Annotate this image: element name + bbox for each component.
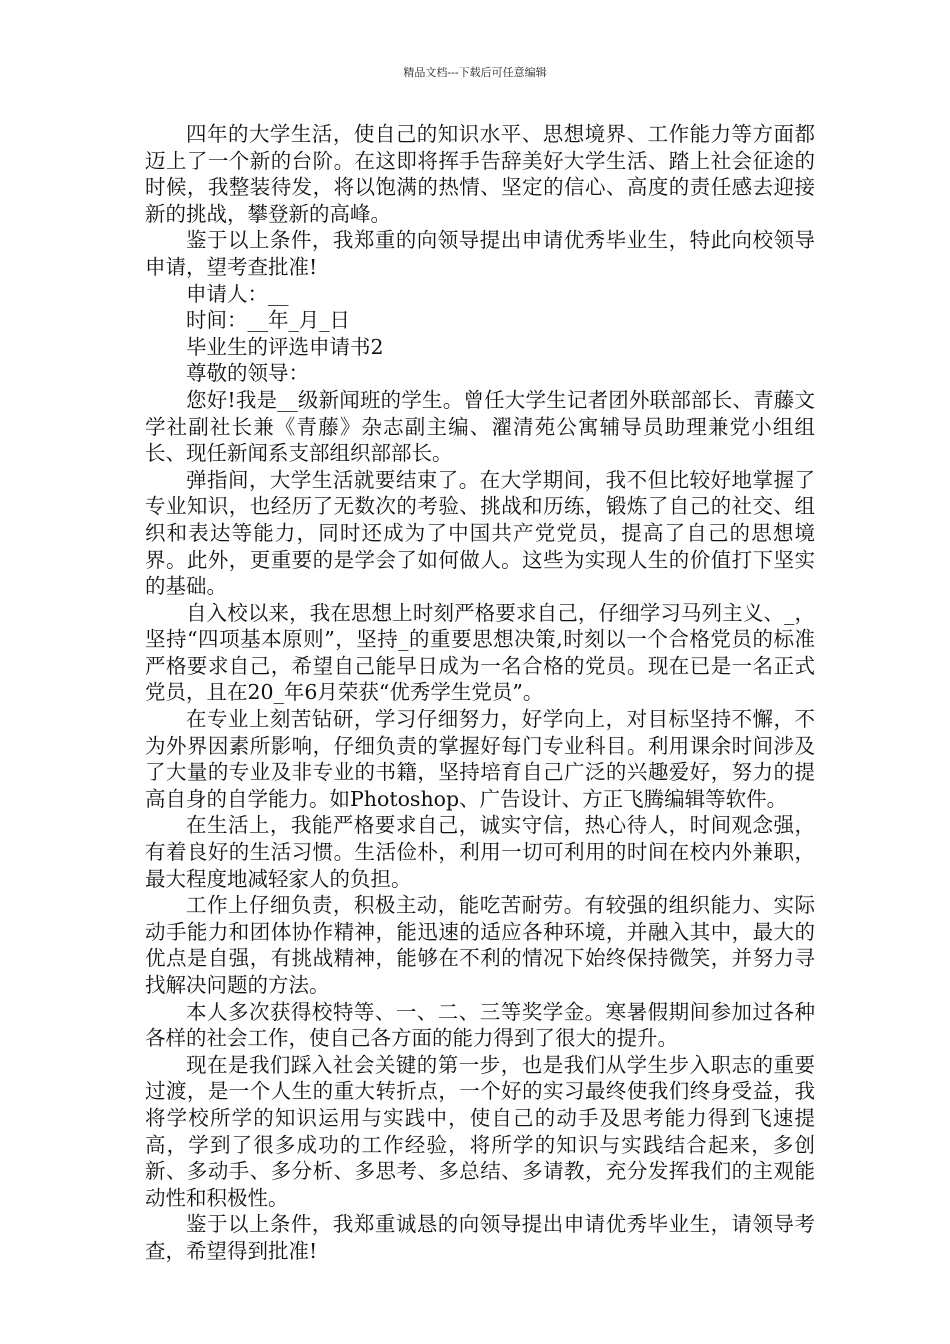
paragraph-university-life: 弹指间，大学生活就要结束了。在大学期间，我不但比较好地掌握了专业知识，也经历了无数次的考验、挑战和历练，锻炼了自己的社交、组织和表达等能力，同时还成为了中国共产党党员，提高了自己的思想境界。此外，更重要的是学会了如何做人。这些为实现人生的价值打下坚实的基础。 <box>145 467 815 599</box>
page-header: 精品文档---下载后可任意编辑 <box>403 66 547 79</box>
paragraph-greeting: 您好!我是__级新闻班的学生。曾任大学生记者团外联部部长、青藤文学社副社长兼《青藤》杂志副主编、濯清苑公寓辅导员助理兼党小组组长、现任新闻系支部组织部部长。 <box>145 387 815 466</box>
date-line: 时间：__年_月_日 <box>186 308 350 333</box>
paragraph-request-2: 鉴于以上条件，我郑重诚恳的向领导提出申请优秀毕业生，请领导考查，希望得到批准! <box>145 1212 815 1263</box>
paragraph-life: 在生活上，我能严格要求自己，诚实守信，热心待人，时间观念强，有着良好的生活习惯。生活俭朴，利用一切可利用的时间在校内外兼职，最大程度地减轻家人的负担。 <box>145 813 815 891</box>
document-body <box>145 121 815 1265</box>
applicant-line: 申请人：__ <box>186 281 289 306</box>
paragraph-ideology: 自入校以来，我在思想上时刻严格要求自己，仔细学习马列主义、_，坚持“四项基本原则”，坚持_的重要思想决策,时刻以一个合格党员的标准严格要求自己，希望自己能早日成为一名合格的党员。现在已是一名正式党员，且在20_年6月荣获“优秀学生党员”。 <box>145 600 815 705</box>
paragraph-study: 在专业上刻苦钻研，学习仔细努力，好学向上，对目标坚持不懈，不为外界因素所影响，仔细负责的掌握好每门专业科目。利用课余时间涉及了大量的专业及非专业的书籍，坚持培育自己广泛的兴趣爱好，努力的提高自身的自学能力。如Photoshop、广告设计、方正飞腾编辑等软件。 <box>145 707 815 811</box>
paragraph-work: 工作上仔细负责，积极主动，能吃苦耐劳。有较强的组织能力、实际动手能力和团体协作精神，能迅速的适应各种环境，并融入其中，最大的优点是自强，有挑战精神，能够在不利的情况下始终保持微笑，并努力寻找解决问题的方法。 <box>145 893 815 997</box>
paragraph-request-1: 鉴于以上条件，我郑重的向领导提出申请优秀毕业生，特此向校领导申请，望考查批准! <box>145 228 815 279</box>
salutation: 尊敬的领导： <box>186 361 309 386</box>
paragraph-intro: 四年的大学生活，使自己的知识水平、思想境界、工作能力等方面都迈上了一个新的台阶。在这即将挥手告辞美好大学生活、踏上社会征途的时候，我整装待发，将以饱满的热情、坚定的信心、高度的责任感去迎接新的挑战，攀登新的高峰。 <box>145 122 815 226</box>
paragraph-awards: 本人多次获得校特等、一、二、三等奖学金。寒暑假期间参加过各种各样的社会工作，使自己各方面的能力得到了很大的提升。 <box>145 999 815 1051</box>
section-title: 毕业生的评选申请书2 <box>186 334 384 359</box>
paragraph-future: 现在是我们踩入社会关键的第一步，也是我们从学生步入职志的重要过渡，是一个人生的重大转折点，一个好的实习最终使我们终身受益，我将学校所学的知识运用与实践中，使自己的动手及思考能力得到飞速提高，学到了很多成功的工作经验，将所学的知识与实践结合起来，多创新、多动手、多分析、多思考、多总结、多请教，充分发挥我们的主观能动性和积极性。 <box>145 1052 815 1210</box>
